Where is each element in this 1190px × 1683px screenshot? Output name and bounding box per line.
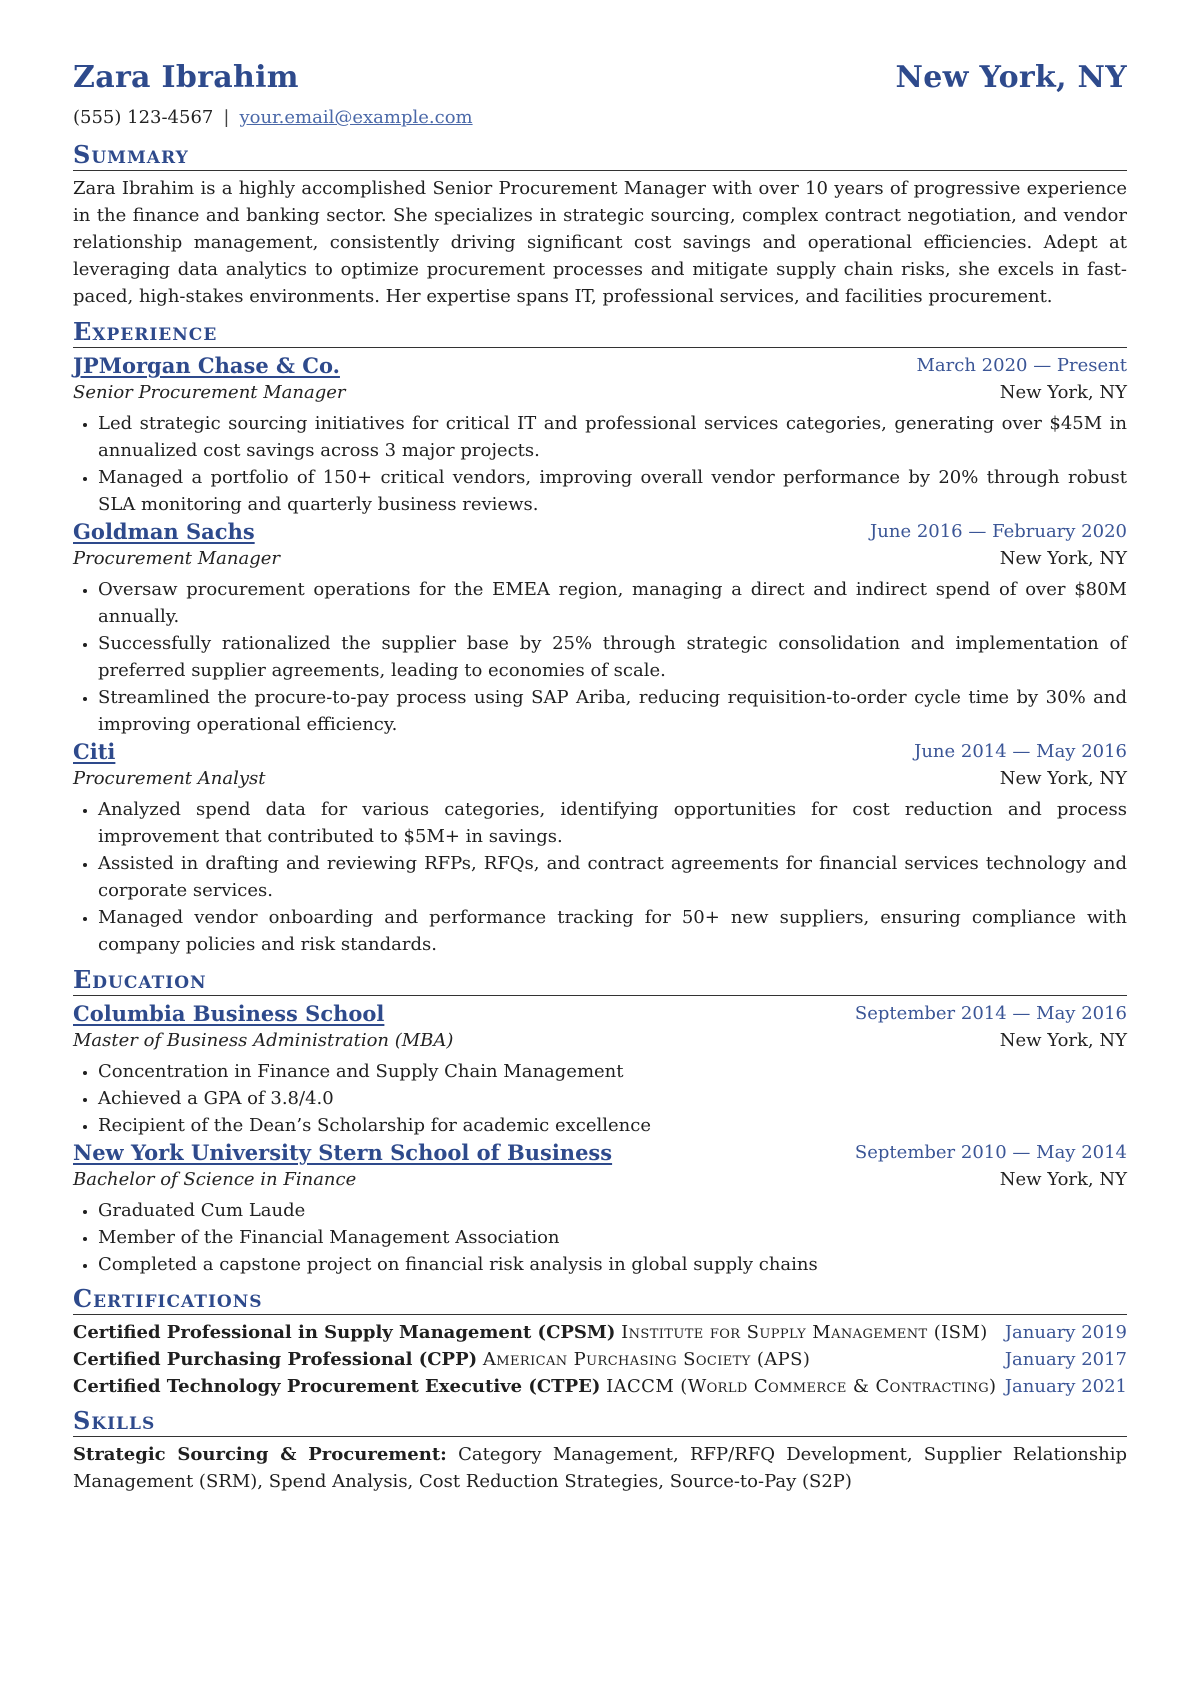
certification-date: January 2019: [1004, 1322, 1127, 1343]
achievement-item: • Streamlined the procure-to-pay process using SAP Ariba, reducing requisition-to-order cycle time by 30% and improving operational efficiency.: [98, 684, 1127, 738]
achievement-list: [73, 410, 1127, 518]
education-detail-list: [73, 1058, 1127, 1139]
phone-number: (555) 123-4567: [73, 107, 214, 128]
certification-entry: [73, 1319, 1127, 1346]
education-entry: [73, 1000, 1127, 1139]
school-location: New York, NY: [999, 1030, 1127, 1051]
certification-issuer: IACCM (World Commerce & Contracting): [606, 1376, 997, 1397]
job-location: New York, NY: [999, 548, 1127, 569]
education-dates: September 2014 — May 2016: [854, 1003, 1127, 1024]
certification-date: January 2021: [1004, 1376, 1127, 1397]
certification-entry: [73, 1346, 1127, 1373]
education-detail-item: • Achieved a GPA of 3.8/4.0: [98, 1085, 1127, 1112]
job-title: Procurement Analyst: [73, 768, 266, 789]
company-name[interactable]: Citi: [73, 739, 116, 764]
certification-name: Certified Purchasing Professional (CPP): [73, 1349, 478, 1370]
employment-dates: March 2020 — Present: [916, 355, 1127, 376]
school-location: New York, NY: [999, 1169, 1127, 1190]
certification-entry: [73, 1373, 1127, 1400]
candidate-name: Zara Ibrahim: [73, 60, 299, 95]
company-name[interactable]: Goldman Sachs: [73, 519, 255, 544]
achievement-item: • Oversaw procurement operations for the EMEA region, managing a direct and indirect spend of over $80M annually.: [98, 576, 1127, 630]
degree-title: Master of Business Administration (MBA): [73, 1030, 454, 1051]
section-title-summary: Summary: [73, 140, 1127, 171]
certification-issuer: American Purchasing Society (APS): [482, 1349, 811, 1370]
section-title-experience: Experience: [73, 317, 1127, 348]
experience-entry: [73, 518, 1127, 738]
job-title: Procurement Manager: [73, 548, 281, 569]
education-detail-item: • Completed a capstone project on financial risk analysis in global supply chains: [98, 1251, 1127, 1278]
job-title: Senior Procurement Manager: [73, 382, 346, 403]
skill-category-items: Category Management, RFP/RFQ Development, Supplier Relationship Management (SRM), Spend Analysis, Cost Reduction Strategies, Source-to-Pay (S2P): [73, 1444, 1127, 1492]
skill-category-label: Strategic Sourcing & Procurement:: [73, 1444, 447, 1465]
candidate-location: New York, NY: [895, 60, 1127, 95]
achievement-list: [73, 796, 1127, 958]
achievement-item: • Analyzed spend data for various categories, identifying opportunities for cost reduction and process improvement that contributed to $5M+ in savings.: [98, 796, 1127, 850]
achievement-item: • Successfully rationalized the supplier base by 25% through strategic consolidation and implementation of preferred supplier agreements, leading to economies of scale.: [98, 630, 1127, 684]
education-detail-item: • Graduated Cum Laude: [98, 1197, 1127, 1224]
job-location: New York, NY: [999, 382, 1127, 403]
resume-header: [73, 58, 1127, 104]
contact-line: [73, 104, 1127, 132]
employment-dates: June 2014 — May 2016: [914, 741, 1127, 762]
achievement-item: • Led strategic sourcing initiatives for critical IT and professional services categories, generating over $45M in annualized cost savings across 3 major projects.: [98, 410, 1127, 464]
certification-name: Certified Professional in Supply Management (CPSM): [73, 1322, 616, 1343]
section-title-certifications: Certifications: [73, 1284, 1127, 1315]
education-detail-list: [73, 1197, 1127, 1278]
education-detail-item: • Member of the Financial Management Association: [98, 1224, 1127, 1251]
school-name[interactable]: Columbia Business School: [73, 1001, 385, 1026]
certification-name: Certified Technology Procurement Executive (CTPE): [73, 1376, 601, 1397]
summary-text: Zara Ibrahim is a highly accomplished Senior Procurement Manager with over 10 years of progressive experience in the finance and banking sector. She specializes in strategic sourcing, complex contract negotiation, and vendor relationship management, consistently driving significant cost savings and operational efficiencies. Adept at leveraging data analytics to optimize procurement processes and mitigate supply chain risks, she excels in fast-paced, high-stakes environments. Her expertise spans IT, professional services, and facilities procurement.: [73, 178, 1127, 307]
employment-dates: June 2016 — February 2020: [870, 521, 1127, 542]
section-title-education: Education: [73, 965, 1127, 996]
experience-entry: [73, 352, 1127, 518]
job-location: New York, NY: [999, 768, 1127, 789]
achievement-item: • Managed a portfolio of 150+ critical vendors, improving overall vendor performance by 20% through robust SLA monitoring and quarterly business reviews.: [98, 464, 1127, 518]
achievement-list: [73, 576, 1127, 738]
certification-issuer: Institute for Supply Management (ISM): [621, 1322, 988, 1343]
achievement-item: • Assisted in drafting and reviewing RFPs, RFQs, and contract agreements for financial services technology and corporate services.: [98, 850, 1127, 904]
education-detail-item: • Concentration in Finance and Supply Chain Management: [98, 1058, 1127, 1085]
education-detail-item: • Recipient of the Dean’s Scholarship for academic excellence: [98, 1112, 1127, 1139]
education-dates: September 2010 — May 2014: [854, 1142, 1127, 1163]
contact-separator: |: [223, 107, 230, 128]
certification-date: January 2017: [1004, 1349, 1127, 1370]
section-title-skills: Skills: [73, 1406, 1127, 1437]
email-link[interactable]: your.email@example.com: [239, 107, 473, 128]
degree-title: Bachelor of Science in Finance: [73, 1169, 357, 1190]
experience-entry: [73, 738, 1127, 958]
company-name[interactable]: JPMorgan Chase & Co.: [73, 353, 340, 378]
education-entry: [73, 1139, 1127, 1278]
resume-page: [73, 58, 1127, 1495]
skill-group: [73, 1441, 1127, 1495]
achievement-item: • Managed vendor onboarding and performance tracking for 50+ new suppliers, ensuring compliance with company policies and risk standards.: [98, 904, 1127, 958]
school-name[interactable]: New York University Stern School of Business: [73, 1140, 613, 1165]
